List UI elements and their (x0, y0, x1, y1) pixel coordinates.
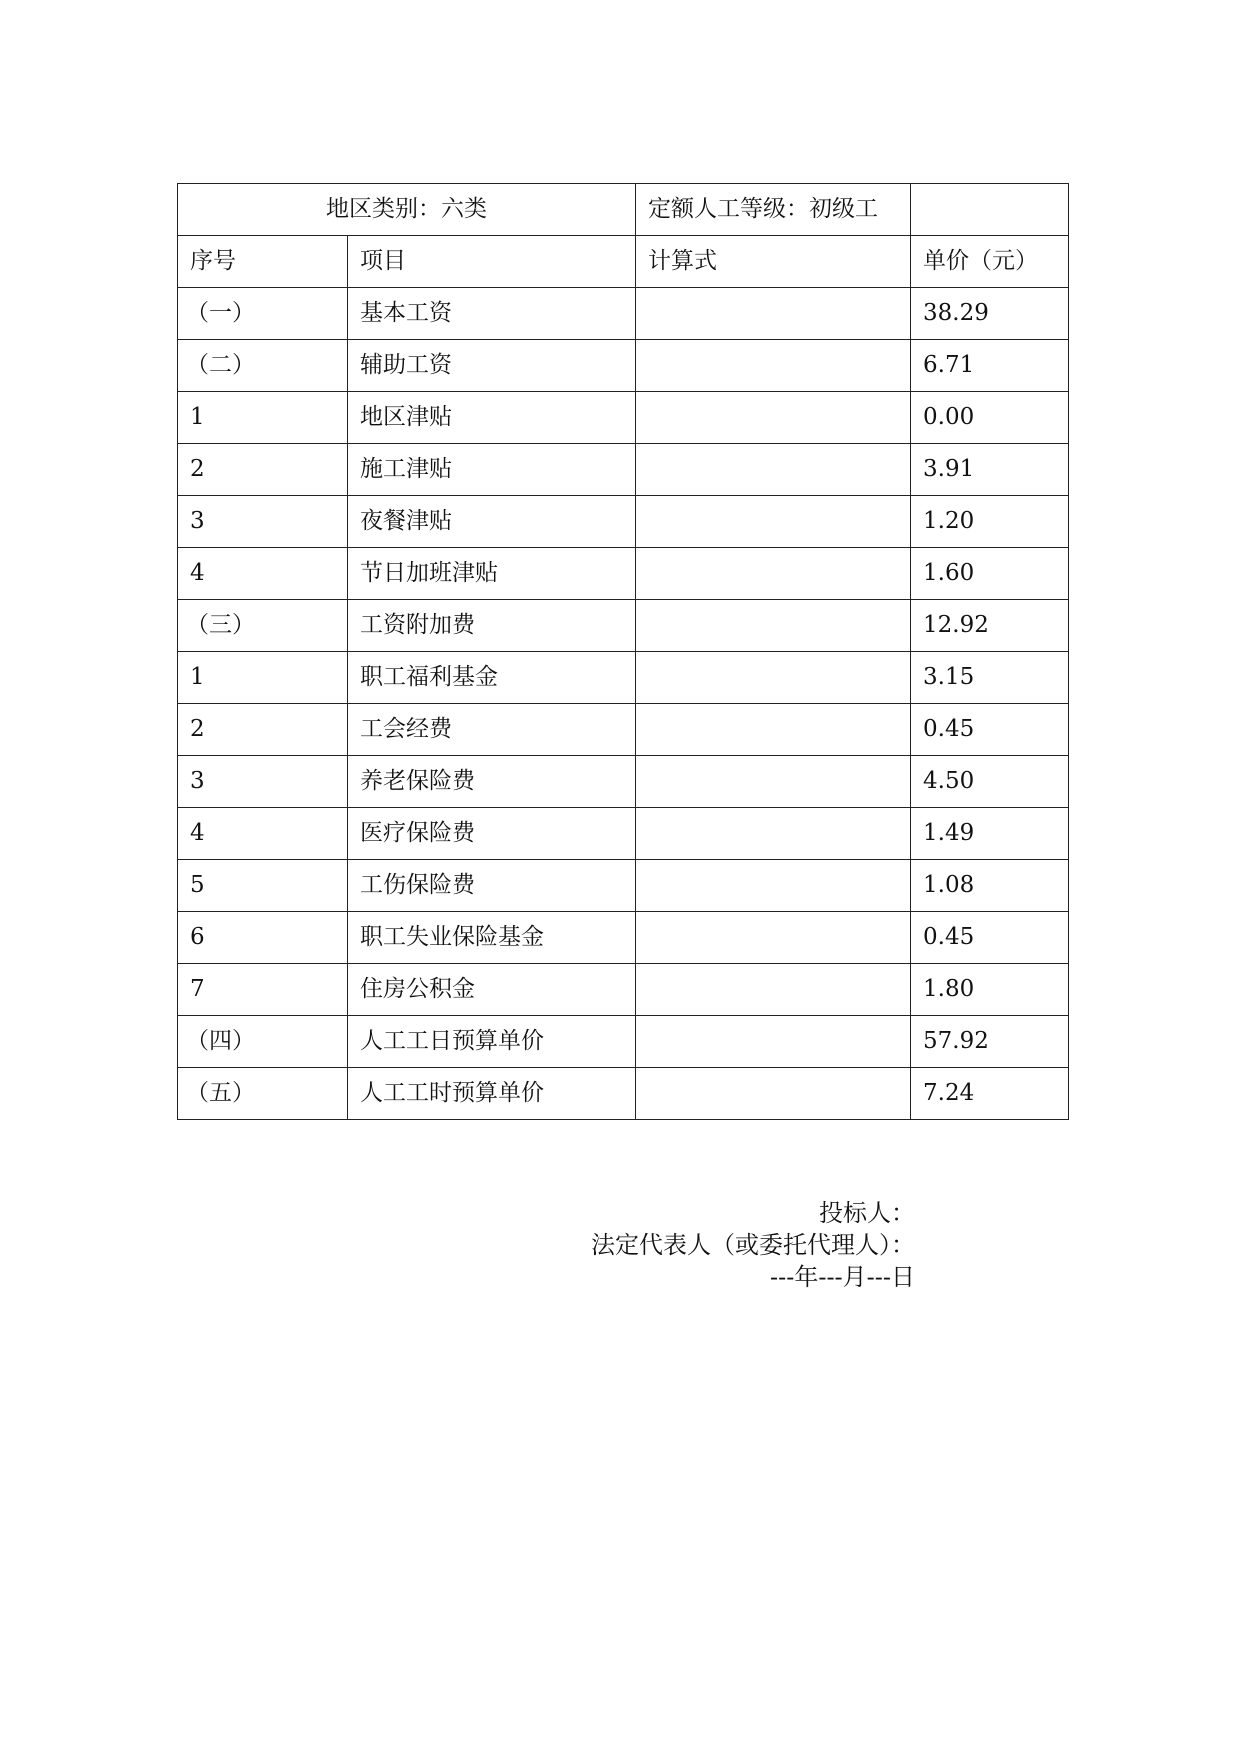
table-row (178, 860, 1069, 912)
row-formula-cell (636, 444, 911, 496)
row-item-cell: 工资附加费 (348, 600, 636, 652)
row-price-cell: 1.60 (911, 548, 1069, 600)
row-item-cell: 辅助工资 (348, 340, 636, 392)
table-row (178, 392, 1069, 444)
row-formula-cell (636, 860, 911, 912)
row-seq-cell: （二） (178, 340, 348, 392)
row-seq-cell: （四） (178, 1016, 348, 1068)
row-price-cell: 1.08 (911, 860, 1069, 912)
column-header-unit-price: 单价（元） (911, 236, 1069, 288)
table-row (178, 808, 1069, 860)
column-header-item: 项目 (348, 236, 636, 288)
row-item-cell: 人工工日预算单价 (348, 1016, 636, 1068)
table-row (178, 964, 1069, 1016)
table-row (178, 600, 1069, 652)
row-seq-cell: （五） (178, 1068, 348, 1120)
column-header-formula: 计算式 (636, 236, 911, 288)
row-item-cell: 工伤保险费 (348, 860, 636, 912)
row-seq-cell: 1 (178, 652, 348, 704)
row-seq-cell: 4 (178, 808, 348, 860)
row-seq-cell: （一） (178, 288, 348, 340)
table-row (178, 1068, 1069, 1120)
row-item-cell: 节日加班津贴 (348, 548, 636, 600)
row-formula-cell (636, 548, 911, 600)
table-body (178, 184, 1069, 1120)
table-row (178, 1016, 1069, 1068)
signature-date: ---年---月---日 (770, 1263, 915, 1291)
row-price-cell: 57.92 (911, 1016, 1069, 1068)
row-price-cell: 6.71 (911, 340, 1069, 392)
table-row (178, 652, 1069, 704)
row-seq-cell: 3 (178, 756, 348, 808)
row-seq-cell: （三） (178, 600, 348, 652)
row-formula-cell (636, 652, 911, 704)
table-row (178, 340, 1069, 392)
table-row (178, 496, 1069, 548)
table-row (178, 912, 1069, 964)
row-price-cell: 0.00 (911, 392, 1069, 444)
row-formula-cell (636, 704, 911, 756)
row-seq-cell: 1 (178, 392, 348, 444)
row-formula-cell (636, 496, 911, 548)
row-price-cell: 1.80 (911, 964, 1069, 1016)
row-seq-cell: 4 (178, 548, 348, 600)
row-price-cell: 12.92 (911, 600, 1069, 652)
row-seq-cell: 2 (178, 704, 348, 756)
row-seq-cell: 2 (178, 444, 348, 496)
row-formula-cell (636, 1068, 911, 1120)
row-item-cell: 住房公积金 (348, 964, 636, 1016)
row-price-cell: 0.45 (911, 912, 1069, 964)
row-price-cell: 0.45 (911, 704, 1069, 756)
row-price-cell: 7.24 (911, 1068, 1069, 1120)
row-formula-cell (636, 288, 911, 340)
header-blank-cell (911, 184, 1069, 236)
row-price-cell: 1.20 (911, 496, 1069, 548)
row-item-cell: 工会经费 (348, 704, 636, 756)
row-item-cell: 夜餐津贴 (348, 496, 636, 548)
column-header-row (178, 236, 1069, 288)
row-formula-cell (636, 340, 911, 392)
row-item-cell: 施工津贴 (348, 444, 636, 496)
row-formula-cell (636, 1016, 911, 1068)
table-row (178, 548, 1069, 600)
row-seq-cell: 7 (178, 964, 348, 1016)
row-item-cell: 基本工资 (348, 288, 636, 340)
table-row (178, 288, 1069, 340)
row-formula-cell (636, 808, 911, 860)
region-category-cell: 地区类别：六类 (178, 184, 636, 236)
row-item-cell: 养老保险费 (348, 756, 636, 808)
row-price-cell: 38.29 (911, 288, 1069, 340)
column-header-seq: 序号 (178, 236, 348, 288)
table-row (178, 756, 1069, 808)
row-item-cell: 医疗保险费 (348, 808, 636, 860)
table-row (178, 444, 1069, 496)
row-formula-cell (636, 600, 911, 652)
row-formula-cell (636, 912, 911, 964)
signature-bidder: 投标人： (819, 1199, 915, 1227)
row-formula-cell (636, 392, 911, 444)
labor-grade-cell: 定额人工等级：初级工 (636, 184, 911, 236)
row-item-cell: 职工福利基金 (348, 652, 636, 704)
row-seq-cell: 6 (178, 912, 348, 964)
header-row (178, 184, 1069, 236)
labor-unit-price-table (177, 183, 1069, 1120)
row-seq-cell: 5 (178, 860, 348, 912)
row-item-cell: 职工失业保险基金 (348, 912, 636, 964)
row-price-cell: 3.15 (911, 652, 1069, 704)
table-row (178, 704, 1069, 756)
row-formula-cell (636, 964, 911, 1016)
row-item-cell: 地区津贴 (348, 392, 636, 444)
signature-representative: 法定代表人（或委托代理人）： (591, 1231, 915, 1259)
row-formula-cell (636, 756, 911, 808)
row-item-cell: 人工工时预算单价 (348, 1068, 636, 1120)
row-price-cell: 1.49 (911, 808, 1069, 860)
row-seq-cell: 3 (178, 496, 348, 548)
row-price-cell: 3.91 (911, 444, 1069, 496)
row-price-cell: 4.50 (911, 756, 1069, 808)
